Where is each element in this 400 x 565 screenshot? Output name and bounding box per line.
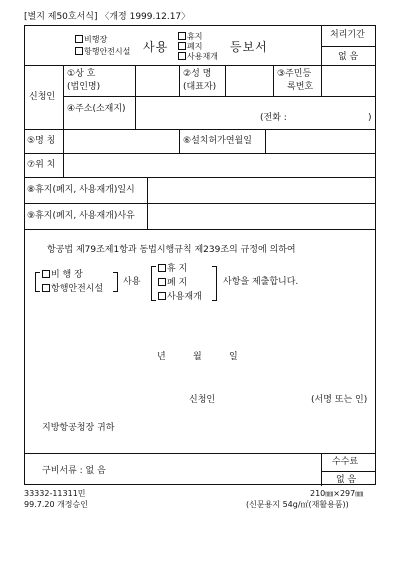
fee-label: 수수료 bbox=[332, 457, 359, 467]
signature-label: (서명 또는 인) bbox=[311, 395, 368, 405]
addressee: 지방항공청장 귀하 bbox=[42, 423, 115, 433]
title-option-airfield: 비행장 bbox=[75, 35, 107, 44]
suspension-reason-label: ⑨휴지(폐지, 사용재개)사유 bbox=[27, 211, 135, 221]
body-option-abolish: 폐 지 bbox=[158, 278, 187, 288]
phone-close: ) bbox=[368, 113, 372, 123]
checkbox-icon bbox=[158, 292, 166, 300]
company-name-label: ①상 호 bbox=[67, 69, 96, 79]
right-bracket bbox=[113, 272, 118, 292]
fee-value: 없 음 bbox=[336, 475, 357, 485]
date-year: 년 bbox=[157, 352, 166, 362]
address-label: ④주소(소재지) bbox=[67, 104, 126, 114]
date-day: 일 bbox=[229, 352, 238, 362]
title-option-abolish: 폐지 bbox=[178, 42, 202, 51]
phone-label: (전화 : bbox=[260, 113, 287, 123]
title-word-report: 등보서 bbox=[230, 40, 268, 54]
title-option-resume: 사용재개 bbox=[178, 52, 218, 61]
form-code: 33332-11311민 bbox=[24, 489, 86, 498]
body-option-airfield: 비 행 장 bbox=[42, 270, 83, 280]
left-bracket bbox=[35, 272, 40, 292]
checkbox-icon bbox=[178, 42, 186, 50]
submit-text: 사항을 제출합니다. bbox=[223, 277, 299, 287]
representative-label: ②성 명 bbox=[183, 69, 212, 79]
paper-size: 210㎜×297㎜ bbox=[310, 489, 364, 498]
checkbox-icon bbox=[75, 47, 83, 55]
processing-period-label: 처리기간 bbox=[330, 30, 365, 40]
signature-applicant-label: 신청인 bbox=[189, 395, 216, 405]
checkbox-icon bbox=[75, 35, 83, 43]
checkbox-icon bbox=[158, 264, 166, 272]
checkbox-icon bbox=[158, 278, 166, 286]
resident-number-sublabel: 록번호 bbox=[287, 82, 314, 92]
left-bracket bbox=[151, 266, 156, 301]
body-option-nav-facility: 항행안전시설 bbox=[42, 284, 103, 294]
approval-note: 99.7.20 개정승인 bbox=[24, 500, 88, 509]
resident-number-label: ③주민등 bbox=[277, 69, 312, 79]
body-word-use: 사용 bbox=[123, 277, 141, 287]
body-option-resume: 사용재개 bbox=[158, 292, 202, 302]
date-month: 월 bbox=[193, 352, 202, 362]
permit-date-label: ⑥설치허가연월일 bbox=[183, 136, 252, 146]
checkbox-icon bbox=[178, 52, 186, 60]
facility-name-label: ⑤명 칭 bbox=[27, 136, 56, 146]
body-option-suspend: 휴 지 bbox=[158, 264, 187, 274]
report-form bbox=[24, 25, 376, 485]
suspension-datetime-label: ⑧휴지(폐지, 사용재개)일시 bbox=[27, 185, 135, 195]
company-name-sublabel: (법인명) bbox=[67, 82, 101, 92]
location-label: ⑦위 치 bbox=[27, 160, 56, 170]
title-option-nav-facility: 항행안전시설 bbox=[75, 47, 130, 56]
title-word-use: 사용 bbox=[143, 40, 169, 54]
processing-period-value: 없 음 bbox=[338, 52, 359, 62]
law-basis-text: 항공법 제79조제1항과 동법시행규칙 제239조의 규정에 의하여 bbox=[47, 245, 296, 255]
required-documents: 구비서류 : 없 음 bbox=[42, 466, 106, 476]
paper-spec: (신문용지 54g/㎡(재활용품)) bbox=[246, 500, 349, 509]
checkbox-icon bbox=[42, 270, 50, 278]
checkbox-icon bbox=[178, 32, 186, 40]
applicant-label: 신청인 bbox=[29, 92, 56, 102]
right-bracket bbox=[212, 266, 217, 301]
checkbox-icon bbox=[42, 284, 50, 292]
representative-sublabel: (대표자) bbox=[183, 82, 217, 92]
form-number: [별지 제50호서식] 〈개정 1999.12.17〉 bbox=[24, 12, 191, 22]
title-option-suspend: 휴지 bbox=[178, 32, 202, 41]
